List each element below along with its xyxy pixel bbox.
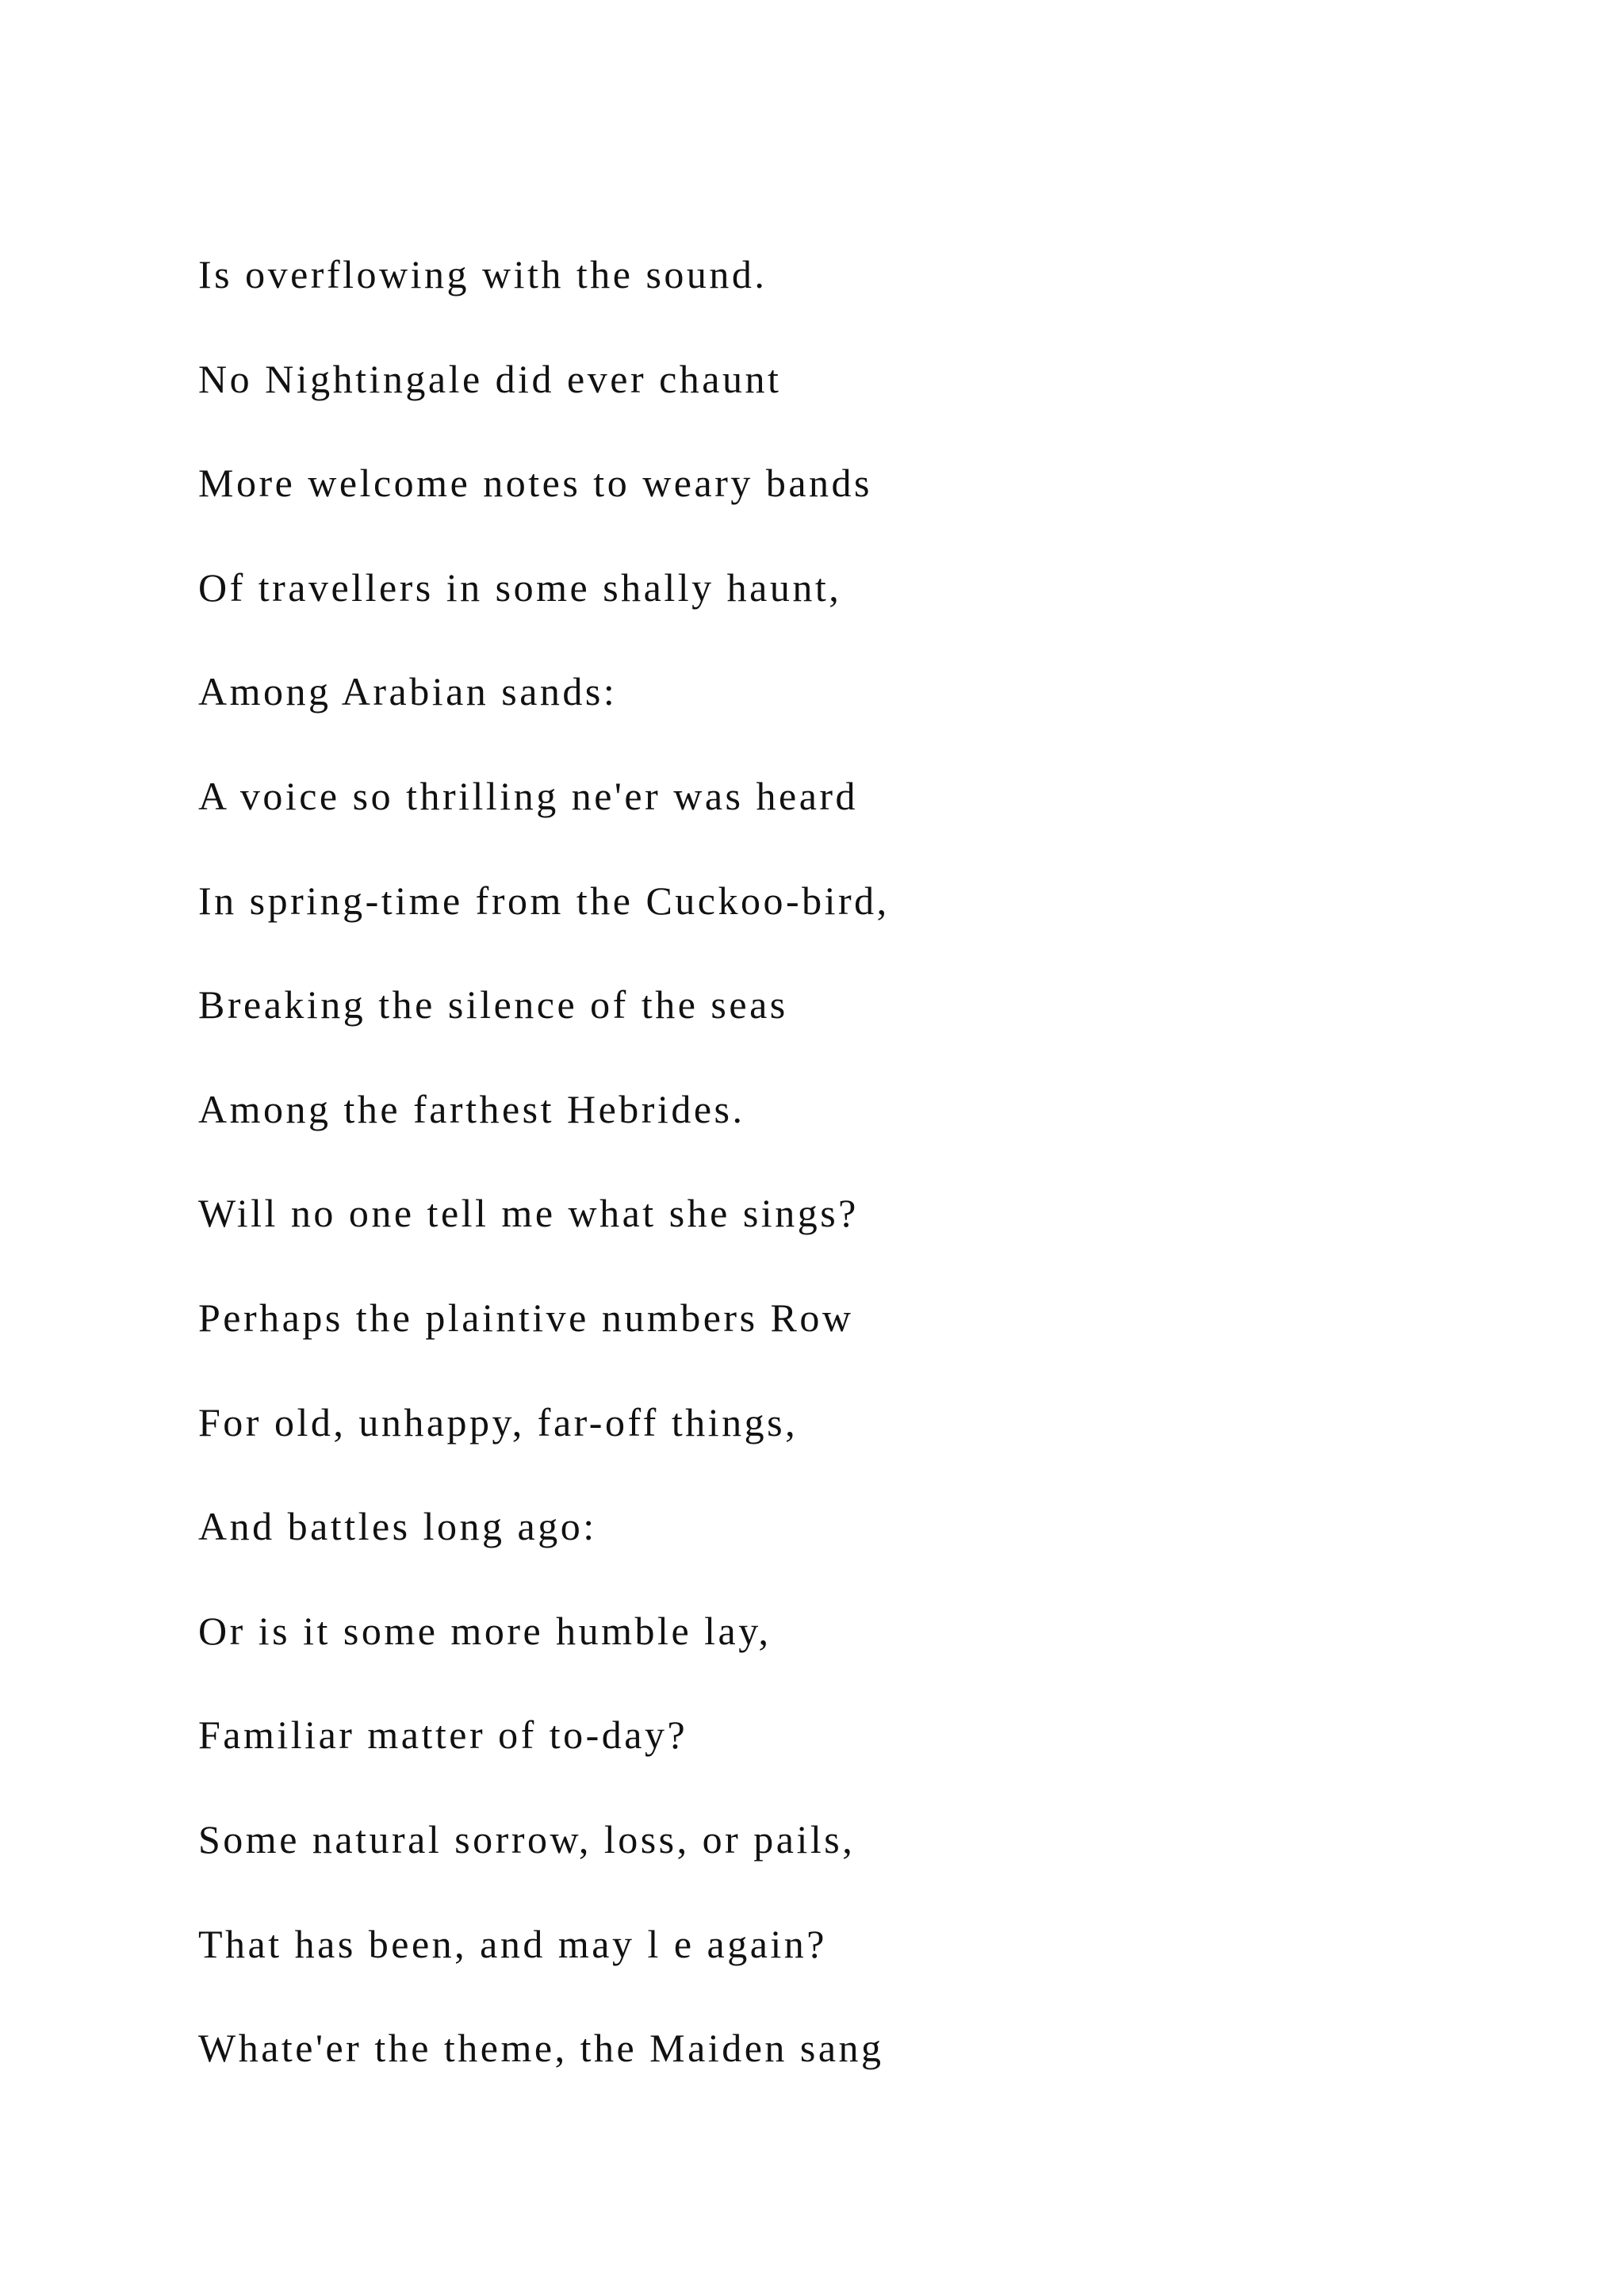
poem-text bbox=[198, 246, 890, 2124]
poem-line: Familiar matter of to-day? bbox=[198, 1712, 688, 1758]
poem-line: Among Arabian sands: bbox=[198, 669, 618, 714]
poem-line: Is overflowing with the sound. bbox=[198, 252, 768, 297]
poem-line: Some natural sorrow, loss, or pails, bbox=[198, 1816, 856, 1862]
poem-line: For old, unhappy, far-off things, bbox=[198, 1399, 799, 1445]
poem-line: No Nightingale did ever chaunt bbox=[198, 356, 782, 401]
poem-line: That has been, and may l e again? bbox=[198, 1921, 827, 1966]
poem-line: Breaking the silence of the seas bbox=[198, 982, 788, 1027]
poem-line: In spring-time from the Cuckoo-bird, bbox=[198, 878, 890, 923]
poem-line: Whate'er the theme, the Maiden sang bbox=[198, 2026, 884, 2071]
poem-line: A voice so thrilling ne'er was heard bbox=[198, 773, 859, 818]
poem-line: Of travellers in some shally haunt, bbox=[198, 564, 842, 610]
poem-line: Will no one tell me what she sings? bbox=[198, 1191, 859, 1236]
poem-line: Or is it some more humble lay, bbox=[198, 1608, 772, 1653]
poem-line: And battles long ago: bbox=[198, 1504, 597, 1549]
poem-line: Among the farthest Hebrides. bbox=[198, 1086, 745, 1131]
poem-line: More welcome notes to weary bands bbox=[198, 461, 872, 506]
poem-line: Perhaps the plaintive numbers Row bbox=[198, 1295, 854, 1340]
